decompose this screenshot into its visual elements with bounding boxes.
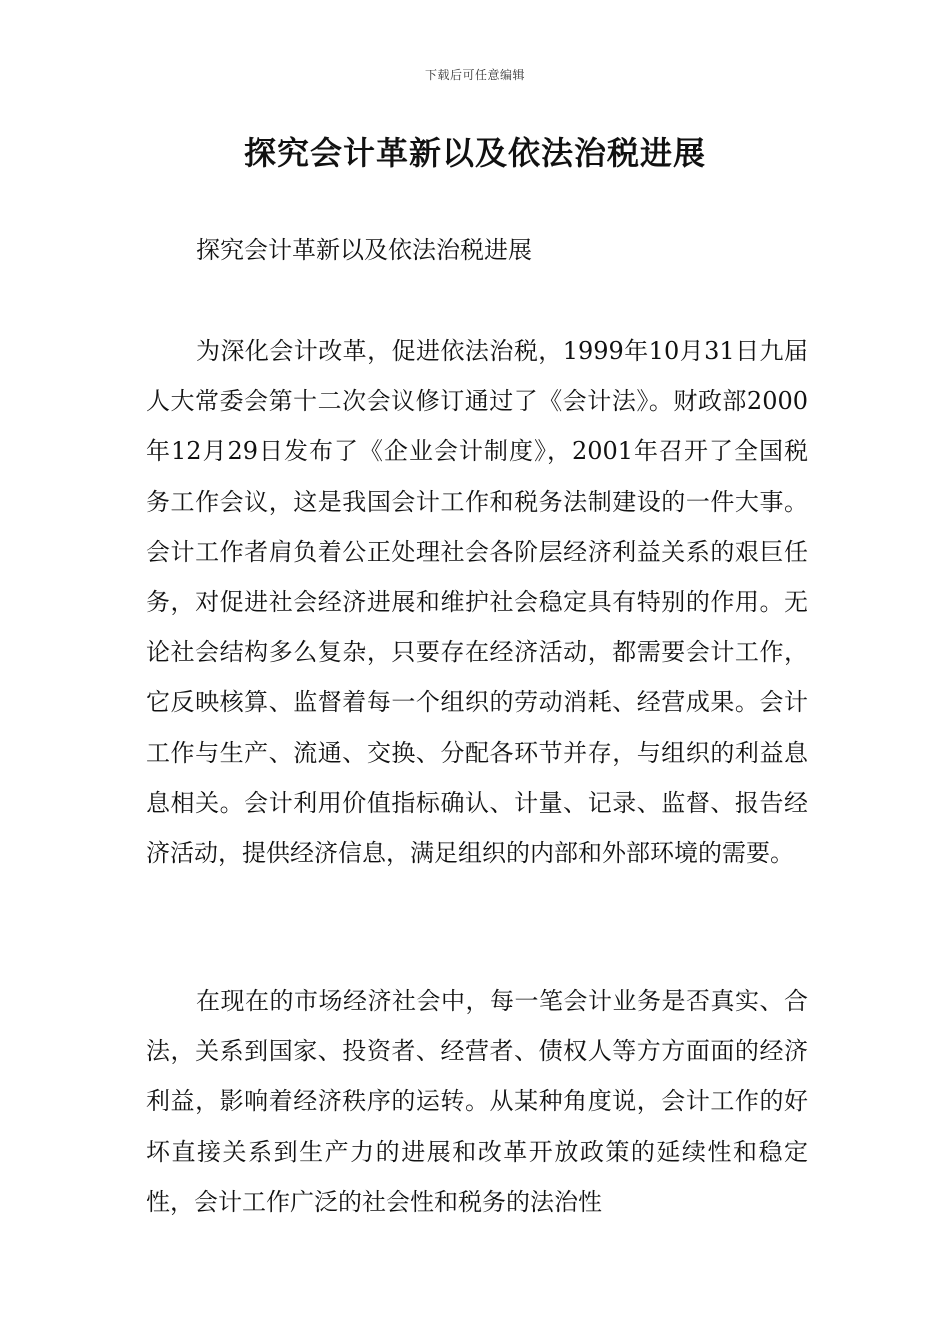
body-paragraph-2: 在现在的市场经济社会中，每一笔会计业务是否真实、合法，关系到国家、投资者、经营者、债权人等方方面面的经济利益，影响着经济秩序的运转。从某种角度说，会计工作的好坏直接关系到生产力的进展和改革开放政策的延续性和稳定性，会计工作广泛的社会性和税务的法治性 bbox=[146, 987, 808, 1216]
header-note: 下载后可任意编辑 bbox=[424, 68, 525, 82]
document-title: 探究会计革新以及依法治税进展 bbox=[243, 134, 706, 172]
body-paragraph-1: 为深化会计改革，促进依法治税，1999年10月31日九届人大常委会第十二次会议修订通过了《会计法》。财政部2000年12月29日发布了《企业会计制度》，2001年召开了全国税务工作会议，这是我国会计工作和税务法制建设的一件大事。会计工作者肩负着公正处理社会各阶层经济利益关系的艰巨任务，对促进社会经济进展和维护社会稳定具有特别的作用。无论社会结构多么复杂，只要存在经济活动，都需要会计工作，它反映核算、监督着每一个组织的劳动消耗、经营成果。会计工作与生产、流通、交换、分配各环节并存，与组织的利益息息相关。会计利用价值指标确认、计量、记录、监督、报告经济活动，提供经济信息，满足组织的内部和外部环境的需要。 bbox=[146, 337, 808, 868]
document-subtitle: 探究会计革新以及依法治税进展 bbox=[196, 236, 532, 264]
